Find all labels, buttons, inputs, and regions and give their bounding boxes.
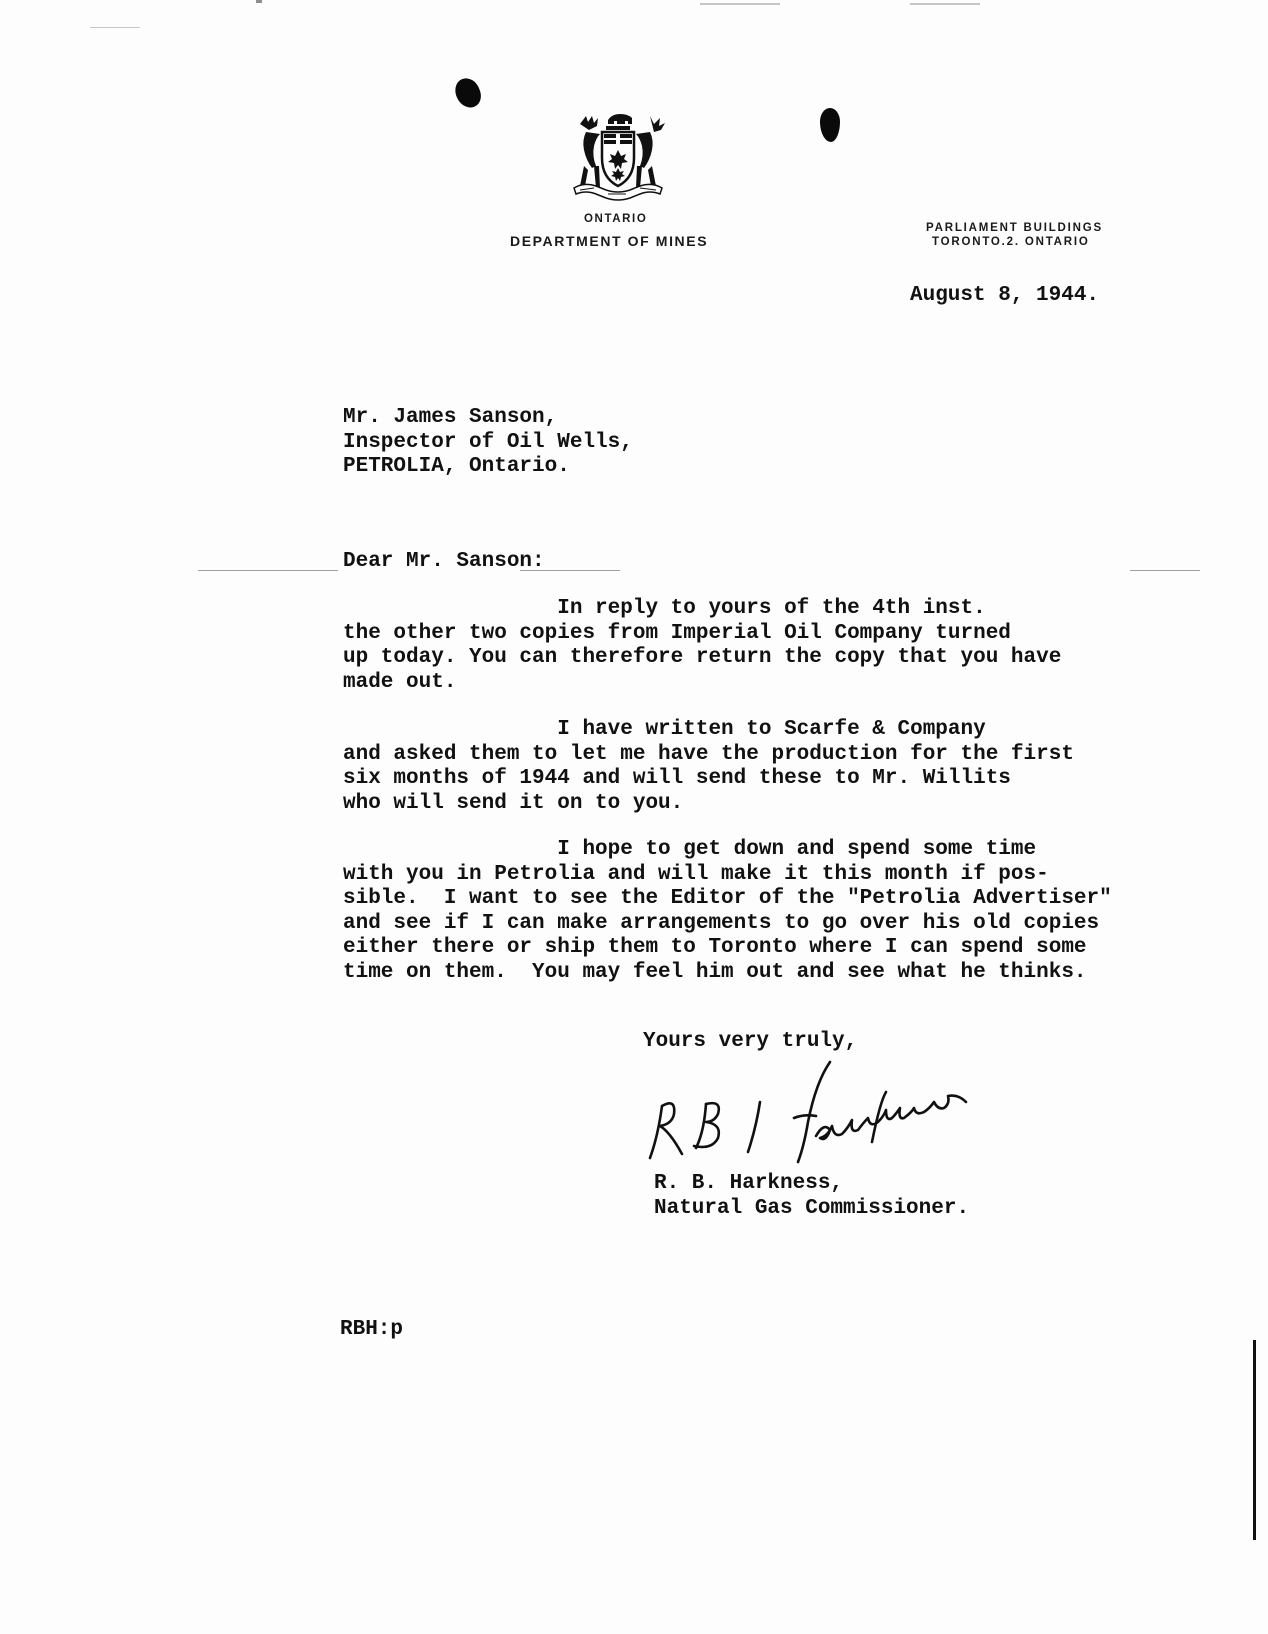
recipient-name: Mr. James Sanson, [343,406,558,429]
body-paragraph-1 [343,597,1061,695]
body-line: I have written to Scarfe & Company [343,718,986,741]
coat-of-arms-icon [566,110,670,202]
reference-initials: RBH:p [340,1318,404,1341]
body-line: who will send it on to you. [343,791,684,815]
body-line: either there or ship them to Toronto where I can spend some [343,936,1087,960]
body-paragraph-2 [343,718,1074,816]
signatory-name: R. B. Harkness, [654,1172,844,1195]
body-line: up today. You can therefore return the copy that you have [343,646,1062,670]
body-line: the other two copies from Imperial Oil Company turned [343,621,1011,645]
body-line: sible. I want to see the Editor of the "Petrolia Advertiser" [343,887,1112,911]
punch-hole-right [820,108,840,142]
scan-speck [256,0,262,3]
body-line: and see if I can make arrangements to go over his old copies [343,911,1100,935]
punch-hole-left [452,75,485,111]
letter-date: August 8, 1944. [910,284,1100,307]
body-paragraph-3 [343,838,1112,986]
body-line: with you in Petrolia and will make it this month if pos- [343,862,1049,886]
letterhead-address-line2: TORONTO.2. ONTARIO [932,236,1090,248]
scan-edge-line [1253,1340,1256,1540]
scan-line [198,570,338,571]
recipient-block [343,406,633,480]
body-line: and asked them to let me have the production for the first [343,742,1074,766]
body-line: six months of 1944 and will send these to Mr. Willits [343,767,1011,791]
salutation: Dear Mr. Sanson: [343,550,545,573]
signature-block [654,1172,969,1221]
body-line: I hope to get down and spend some time [343,838,1037,861]
recipient-location: PETROLIA, Ontario. [343,455,570,479]
scan-speck [90,27,140,28]
scan-speck [910,3,980,5]
letterhead-department: DEPARTMENT OF MINES [510,233,709,249]
closing: Yours very truly, [643,1030,858,1053]
scan-speck [700,3,780,5]
body-line: made out. [343,670,457,694]
signatory-title: Natural Gas Commissioner. [654,1196,970,1220]
body-line: time on them. You may feel him out and see what he thinks. [343,960,1087,984]
body-line: In reply to yours of the 4th inst. [343,597,986,620]
letterhead-province: ONTARIO [584,213,648,225]
handwritten-signature [640,1056,1010,1166]
scan-line [1130,570,1200,571]
letterhead-address-line1: PARLIAMENT BUILDINGS [926,222,1103,234]
recipient-title: Inspector of Oil Wells, [343,430,633,454]
